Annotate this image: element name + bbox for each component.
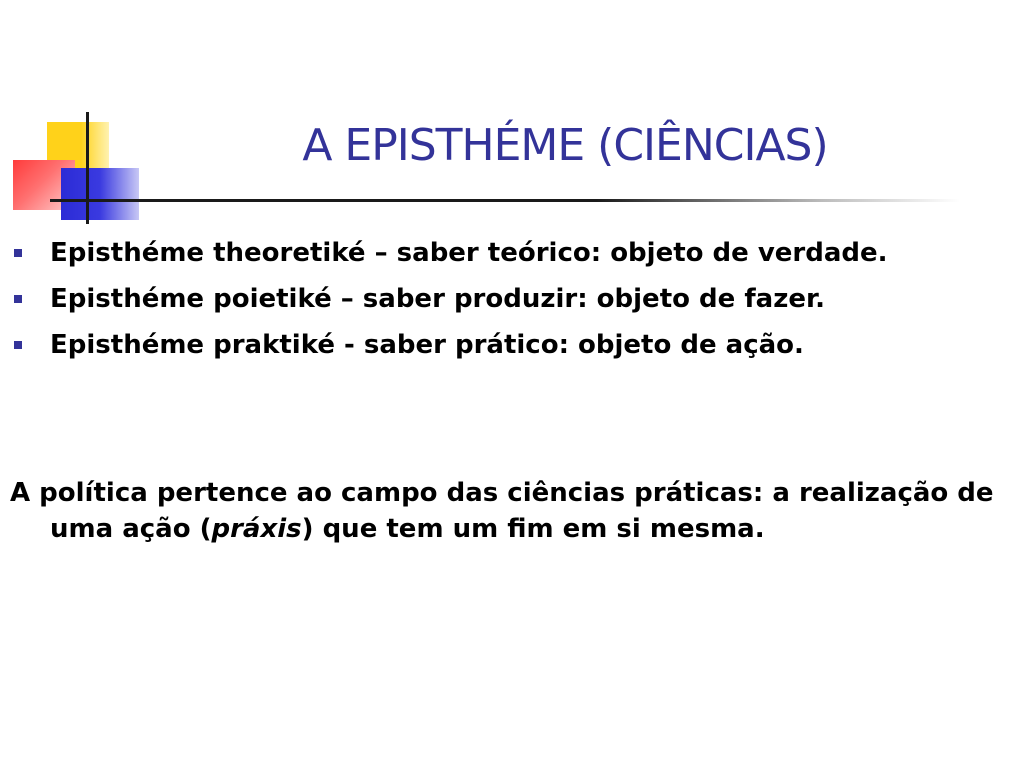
bullet-list: [10, 236, 1000, 374]
bullet-text: Episthéme theoretiké – saber teórico: objeto de verdade.: [50, 238, 888, 268]
bullet-item: [10, 328, 1000, 362]
paragraph-italic-term: práxis: [211, 514, 302, 544]
title-underline: [50, 199, 960, 202]
square-bullet-icon: [14, 341, 22, 349]
blue-square: [61, 168, 139, 220]
bullet-item: [10, 236, 1000, 270]
square-bullet-icon: [14, 295, 22, 303]
bullet-item: [10, 282, 1000, 316]
body-paragraph: [10, 475, 1024, 547]
bullet-text: Episthéme praktiké - saber prático: objeto de ação.: [50, 330, 804, 360]
paragraph-text-before: A política pertence ao campo das ciências práticas: a realização de uma ação (: [10, 478, 994, 544]
bullet-text: Episthéme poietiké – saber produzir: objeto de fazer.: [50, 284, 825, 314]
paragraph-text-after: ) que tem um fim em si mesma.: [301, 514, 765, 544]
slide-title: A EPISTHÉME (CIÊNCIAS): [302, 120, 828, 171]
color-squares-logo-icon: [0, 0, 140, 230]
vertical-line: [86, 112, 89, 224]
square-bullet-icon: [14, 249, 22, 257]
